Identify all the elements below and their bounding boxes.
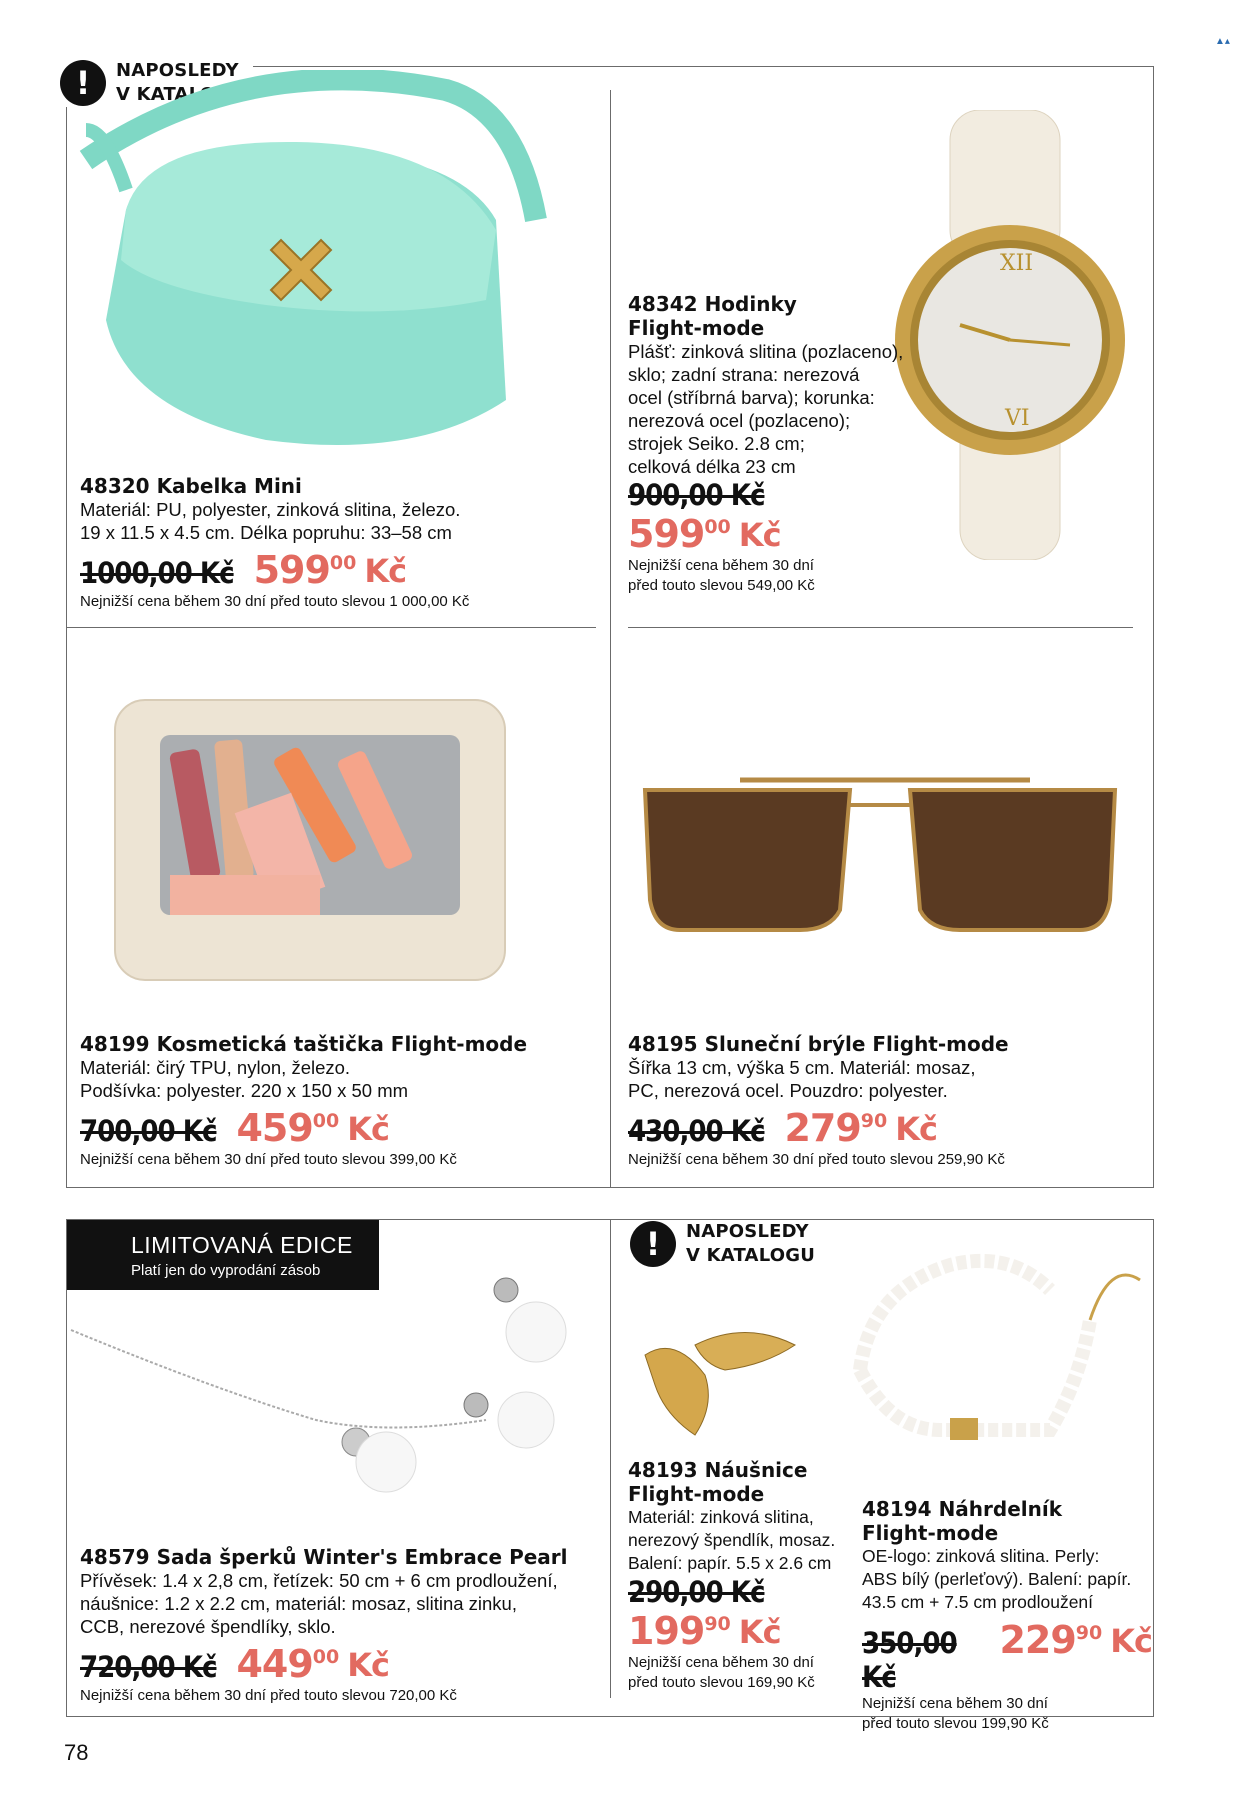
product-code: 48320 <box>80 474 150 498</box>
notice-line1: NAPOSLEDY <box>116 60 239 81</box>
last-in-catalog-notice-bottom <box>630 1220 823 1268</box>
new-price <box>236 1106 389 1150</box>
page-number: 78 <box>64 1740 89 1765</box>
old-price: 700,00 Kč <box>80 1114 217 1148</box>
product-name: Kabelka Mini <box>156 474 302 498</box>
price-cents: 00 <box>312 1110 340 1132</box>
desc-line: nerezová ocel (pozlaceno); <box>628 410 851 431</box>
currency: Kč <box>347 1646 389 1684</box>
product-name: Kosmetická taštička Flight-mode <box>156 1032 528 1056</box>
bottom-divider-vertical <box>610 1219 611 1698</box>
product-code: 48193 <box>628 1458 698 1482</box>
svg-text:VI: VI <box>1005 406 1030 431</box>
price-cents: 00 <box>329 552 357 574</box>
desc-line: Šířka 13 cm, výška 5 cm. Materiál: mosaz, <box>628 1057 976 1078</box>
lowest-price-note: před touto slevou 549,00 Kč <box>628 577 815 594</box>
desc-line: CCB, nerezové špendlíky, sklo. <box>80 1616 336 1637</box>
gold-watch-image <box>880 110 1150 560</box>
desc-line: PC, nerezová ocel. Pouzdro: polyester. <box>628 1080 948 1101</box>
new-price <box>628 512 781 556</box>
gold-earrings-image <box>635 1325 835 1445</box>
limited-title: LIMITOVANÁ EDICE <box>131 1232 353 1258</box>
currency: Kč <box>347 1110 389 1148</box>
old-price: 290,00 Kč <box>628 1575 765 1609</box>
product-code: 48579 <box>80 1545 150 1569</box>
lowest-price-note: Nejnižší cena během 30 dní <box>628 1654 814 1671</box>
price-main: 599 <box>253 548 330 592</box>
desc-line: Materiál: zinková slitina, <box>628 1507 814 1527</box>
product-watch <box>628 292 908 596</box>
price-main: 599 <box>628 512 705 556</box>
price-main: 279 <box>784 1106 861 1150</box>
lowest-price-note: Nejnižší cena během 30 dní před touto slevou 399,00 Kč <box>80 1151 457 1168</box>
product-name: Hodinky <box>704 292 797 316</box>
price-main: 449 <box>236 1642 313 1686</box>
old-price: 350,00 Kč <box>862 1626 957 1694</box>
notice-line2: V KATALOGU <box>686 1245 816 1266</box>
old-price: 720,00 Kč <box>80 1650 217 1684</box>
desc-line: celková délka 23 cm <box>628 456 796 477</box>
new-price <box>254 548 407 592</box>
brand-logo-mark: ▲▴ <box>1215 36 1230 47</box>
price-cents: 90 <box>1075 1622 1103 1644</box>
desc-line: Podšívka: polyester. 220 x 150 x 50 mm <box>80 1080 409 1101</box>
product-bag <box>80 474 560 612</box>
limited-edition-banner <box>67 1220 379 1290</box>
sunglasses-image <box>640 760 1120 940</box>
new-price <box>784 1106 937 1150</box>
cosmetic-pouch-image <box>110 690 510 990</box>
top-divider-left <box>66 627 596 628</box>
new-price <box>999 1618 1152 1662</box>
desc-line: náušnice: 1.2 x 2.2 cm, materiál: mosaz, slitina zinku, <box>80 1593 517 1614</box>
old-price: 900,00 Kč <box>628 478 765 512</box>
mint-bag-image <box>66 70 556 470</box>
lowest-price-note: Nejnižší cena během 30 dní <box>862 1695 1048 1712</box>
notice-line2: V KATALOGU <box>116 84 246 105</box>
old-price: 1000,00 Kč <box>80 556 234 590</box>
exclamation-icon: ! <box>630 1221 676 1267</box>
product-cosmetic-pouch <box>80 1032 600 1170</box>
currency: Kč <box>738 516 781 554</box>
desc-line: Balení: papír. 5.5 x 2.6 cm <box>628 1553 832 1573</box>
top-divider-right <box>628 627 1133 628</box>
product-code: 48199 <box>80 1032 150 1056</box>
desc-line: sklo; zadní strana: nerezová <box>628 364 860 385</box>
price-main: 229 <box>999 1618 1076 1662</box>
price-main: 199 <box>628 1609 705 1653</box>
lowest-price-note: před touto slevou 199,90 Kč <box>862 1715 1049 1732</box>
currency: Kč <box>1110 1622 1152 1660</box>
lowest-price-note: Nejnižší cena během 30 dní před touto slevou 1 000,00 Kč <box>80 593 470 610</box>
desc-line: Přívěsek: 1.4 x 2,8 cm, řetízek: 50 cm + 6 cm prodloužení, <box>80 1570 558 1591</box>
desc-line: OE-logo: zinková slitina. Perly: <box>862 1546 1100 1566</box>
price-cents: 00 <box>312 1646 340 1668</box>
lowest-price-note: Nejnižší cena během 30 dní před touto slevou 259,90 Kč <box>628 1151 1005 1168</box>
pearl-necklace-image <box>850 1230 1150 1460</box>
desc-line: strojek Seiko. 2.8 cm; <box>628 433 805 454</box>
lowest-price-note: Nejnižší cena během 30 dní před touto slevou 720,00 Kč <box>80 1687 457 1704</box>
new-price <box>628 1609 781 1653</box>
old-price: 430,00 Kč <box>628 1114 765 1148</box>
limited-subtitle: Platí jen do vyprodání zásob <box>131 1262 321 1279</box>
price-cents: 90 <box>860 1110 888 1132</box>
product-name: Sluneční brýle Flight-mode <box>704 1032 1009 1056</box>
currency: Kč <box>364 552 407 590</box>
desc-line: Materiál: čirý TPU, nylon, železo. <box>80 1057 351 1078</box>
price-cents: 00 <box>704 516 731 538</box>
product-code: 48194 <box>862 1497 932 1521</box>
new-price <box>236 1642 389 1686</box>
product-earrings <box>628 1458 838 1693</box>
desc-line: 19 x 11.5 x 4.5 cm. Délka popruhu: 33–58 cm <box>80 522 452 543</box>
desc-line: Plášť: zinková slitina (pozlaceno), <box>628 341 904 362</box>
desc-line: 43.5 cm + 7.5 cm prodloužení <box>862 1592 1094 1612</box>
top-divider-vertical <box>610 90 611 1188</box>
currency: Kč <box>738 1613 781 1651</box>
lowest-price-note: Nejnižší cena během 30 dní <box>628 557 814 574</box>
desc-line: ABS bílý (perleťový). Balení: papír. <box>862 1569 1132 1589</box>
desc-line: ocel (stříbrná barva); korunka: <box>628 387 875 408</box>
lowest-price-note: před touto slevou 169,90 Kč <box>628 1674 815 1691</box>
svg-text:XII: XII <box>1000 251 1034 276</box>
product-code: 48195 <box>628 1032 698 1056</box>
product-sunglasses <box>628 1032 1148 1170</box>
notice-line1: NAPOSLEDY <box>686 1221 809 1242</box>
product-jewelry-set <box>80 1545 600 1706</box>
exclamation-icon: ! <box>60 60 106 106</box>
price-cents: 90 <box>704 1613 731 1635</box>
product-necklace <box>862 1497 1152 1734</box>
product-name-line2: Flight-mode <box>862 1521 999 1545</box>
pearl-jewelry-set-image <box>66 1270 586 1530</box>
product-name: Náušnice <box>704 1458 808 1482</box>
product-code: 48342 <box>628 292 698 316</box>
currency: Kč <box>895 1110 937 1148</box>
product-name: Náhrdelník <box>938 1497 1063 1521</box>
desc-line: Materiál: PU, polyester, zinková slitina, železo. <box>80 499 461 520</box>
product-name-line2: Flight-mode <box>628 1482 765 1506</box>
desc-line: nerezový špendlík, mosaz. <box>628 1530 836 1550</box>
product-name-line2: Flight-mode <box>628 316 765 340</box>
product-name: Sada šperků Winter's Embrace Pearl <box>156 1545 568 1569</box>
price-main: 459 <box>236 1106 313 1150</box>
